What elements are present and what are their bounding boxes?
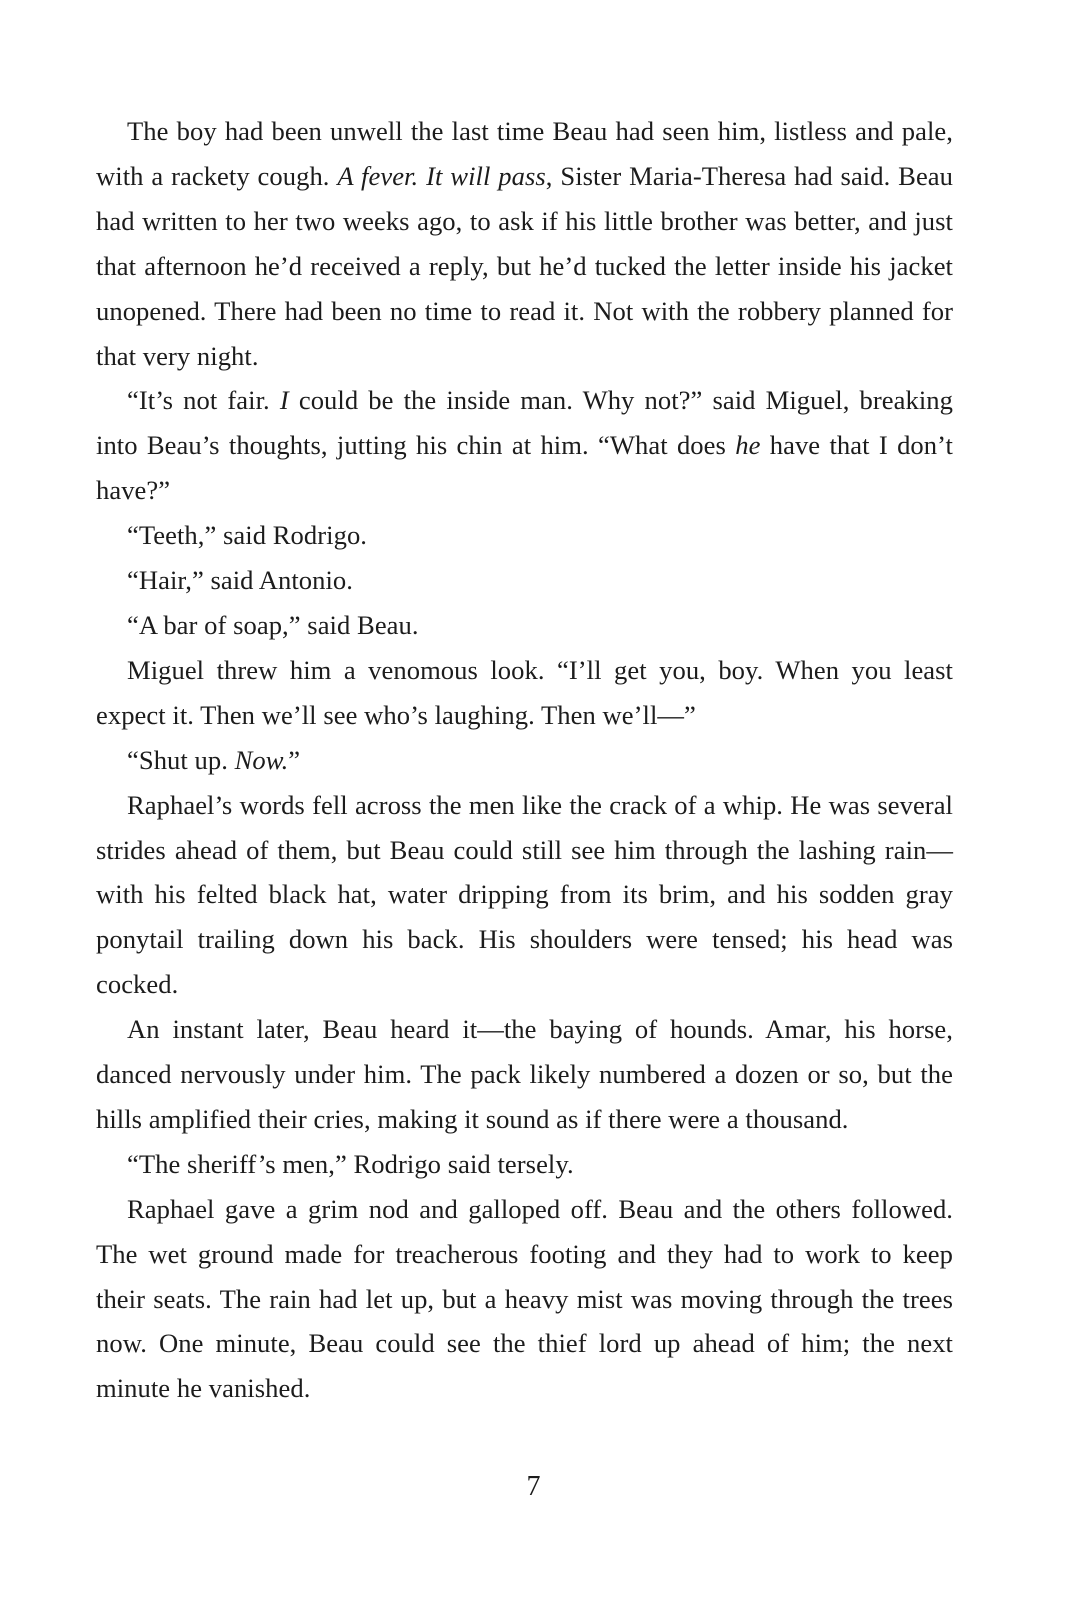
page-number: 7 [526,1471,541,1502]
italic-text-run: I [279,385,289,416]
italic-text-run: he [735,430,761,461]
text-run: “Shut up. [127,744,235,775]
text-run: Raphael gave a grim nod and galloped off. Beau and the others followed. The wet ground made for treacherous footing and they had to work to keep their seats. The rain had let up, but a heavy mist was moving through the trees now. One minute, Beau could see the thief lord up ahead of him; the next minute he vanished. [96,1193,953,1404]
text-run: have that I don’t have?” [96,430,953,506]
text-run: “It’s not fair. [127,385,280,416]
paragraph [96,109,953,378]
italic-text-run: A fever. It will pass [337,160,546,191]
paragraph [96,558,953,603]
paragraph [96,648,953,738]
paragraph [96,603,953,648]
paragraph [96,738,953,783]
paragraph [96,1142,953,1187]
text-run: ” [288,744,301,775]
text-run: Raphael’s words fell across the men like the crack of a whip. He was several strides ahead of them, but Beau could still see him through the lashing rain—with his felted black hat, water dripping from its brim, and his sodden gray ponytail trailing down his back. His shoulders were tensed; his head was cocked. [96,789,953,1000]
italic-text-run: Now. [234,744,289,775]
text-run: “Hair,” said Antonio. [127,565,353,596]
paragraph [96,378,953,513]
text-run: “A bar of soap,” said Beau. [127,609,419,640]
paragraph [96,783,953,1008]
text-run: An instant later, Beau heard it—the baying of hounds. Amar, his horse, danced nervously under him. The pack likely numbered a dozen or so, but the hills amplified their cries, making it sound as if there were a thousand. [96,1014,953,1134]
text-run: “Teeth,” said Rodrigo. [127,520,367,551]
paragraph [96,513,953,558]
text-run: could be the inside man. Why not?” said Miguel, breaking into Beau’s thoughts, jutting his chin at him. “What does [96,385,953,461]
text-run: The boy had been unwell the last time Beau had seen him, listless and pale, with a rackety cough. [96,116,953,191]
body-text [96,109,953,1411]
paragraph [96,1187,953,1412]
text-run: Miguel threw him a venomous look. “I’ll get you, boy. When you least expect it. Then we’ll see who’s laughing. Then we’ll—” [96,654,953,730]
text-run: “The sheriff’s men,” Rodrigo said tersely. [127,1148,574,1179]
text-run: , Sister Maria-Theresa had said. Beau had written to her two weeks ago, to ask if his little brother was better, and just that afternoon he’d received a reply, but he’d tucked the letter inside his jacket unopened. There had been no time to read it. Not with the robbery planned for that very night. [96,160,954,371]
paragraph [96,1007,953,1142]
